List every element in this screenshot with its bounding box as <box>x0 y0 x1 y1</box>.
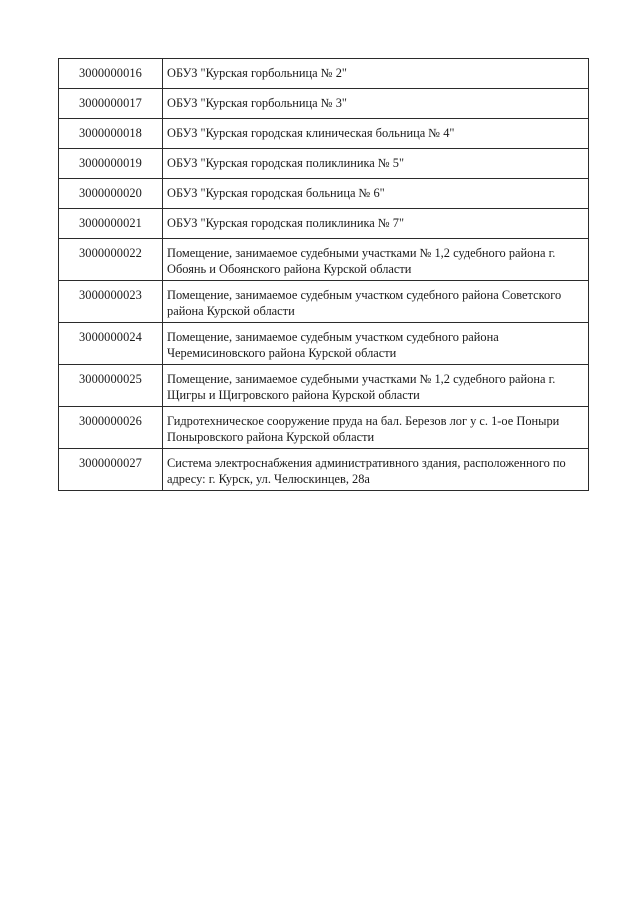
table-row <box>59 449 589 491</box>
object-name-cell: Помещение, занимаемое судебными участками № 1,2 судебного района г. Обоянь и Обоянского района Курской области <box>163 239 589 281</box>
registry-code-cell: 3000000020 <box>59 179 163 209</box>
registry-code-cell: 3000000027 <box>59 449 163 491</box>
registry-code-cell: 3000000022 <box>59 239 163 281</box>
table-row <box>59 209 589 239</box>
registry-code-cell: 3000000017 <box>59 89 163 119</box>
object-name-cell: ОБУЗ "Курская горбольница № 3" <box>163 89 589 119</box>
table-row <box>59 119 589 149</box>
object-name-cell: Помещение, занимаемое судебными участками № 1,2 судебного района г. Щигры и Щигровского района Курской области <box>163 365 589 407</box>
registry-code-cell: 3000000018 <box>59 119 163 149</box>
registry-code-cell: 3000000026 <box>59 407 163 449</box>
object-name-cell: Помещение, занимаемое судебным участком судебного района Советского района Курской области <box>163 281 589 323</box>
object-name-cell: Система электроснабжения административного здания, расположенного по адресу: г. Курск, ул. Челюскинцев, 28а <box>163 449 589 491</box>
table-row <box>59 323 589 365</box>
object-name-cell: Помещение, занимаемое судебным участком судебного района Черемисиновского района Курской области <box>163 323 589 365</box>
table-row <box>59 89 589 119</box>
table-row <box>59 365 589 407</box>
table-row <box>59 407 589 449</box>
table-row <box>59 149 589 179</box>
object-name-cell: ОБУЗ "Курская городская поликлиника № 7" <box>163 209 589 239</box>
registry-code-cell: 3000000016 <box>59 59 163 89</box>
object-name-cell: ОБУЗ "Курская городская поликлиника № 5" <box>163 149 589 179</box>
object-name-cell: ОБУЗ "Курская горбольница № 2" <box>163 59 589 89</box>
table-row <box>59 281 589 323</box>
object-name-cell: ОБУЗ "Курская городская больница № 6" <box>163 179 589 209</box>
registry-code-cell: 3000000023 <box>59 281 163 323</box>
registry-code-cell: 3000000021 <box>59 209 163 239</box>
registry-code-cell: 3000000024 <box>59 323 163 365</box>
registry-code-cell: 3000000025 <box>59 365 163 407</box>
property-registry-table <box>58 58 589 491</box>
table-row <box>59 59 589 89</box>
object-name-cell: Гидротехническое сооружение пруда на бал. Березов лог у с. 1-ое Поныри Поныровского района Курской области <box>163 407 589 449</box>
registry-code-cell: 3000000019 <box>59 149 163 179</box>
table-row <box>59 179 589 209</box>
object-name-cell: ОБУЗ "Курская городская клиническая больница № 4" <box>163 119 589 149</box>
table-row <box>59 239 589 281</box>
